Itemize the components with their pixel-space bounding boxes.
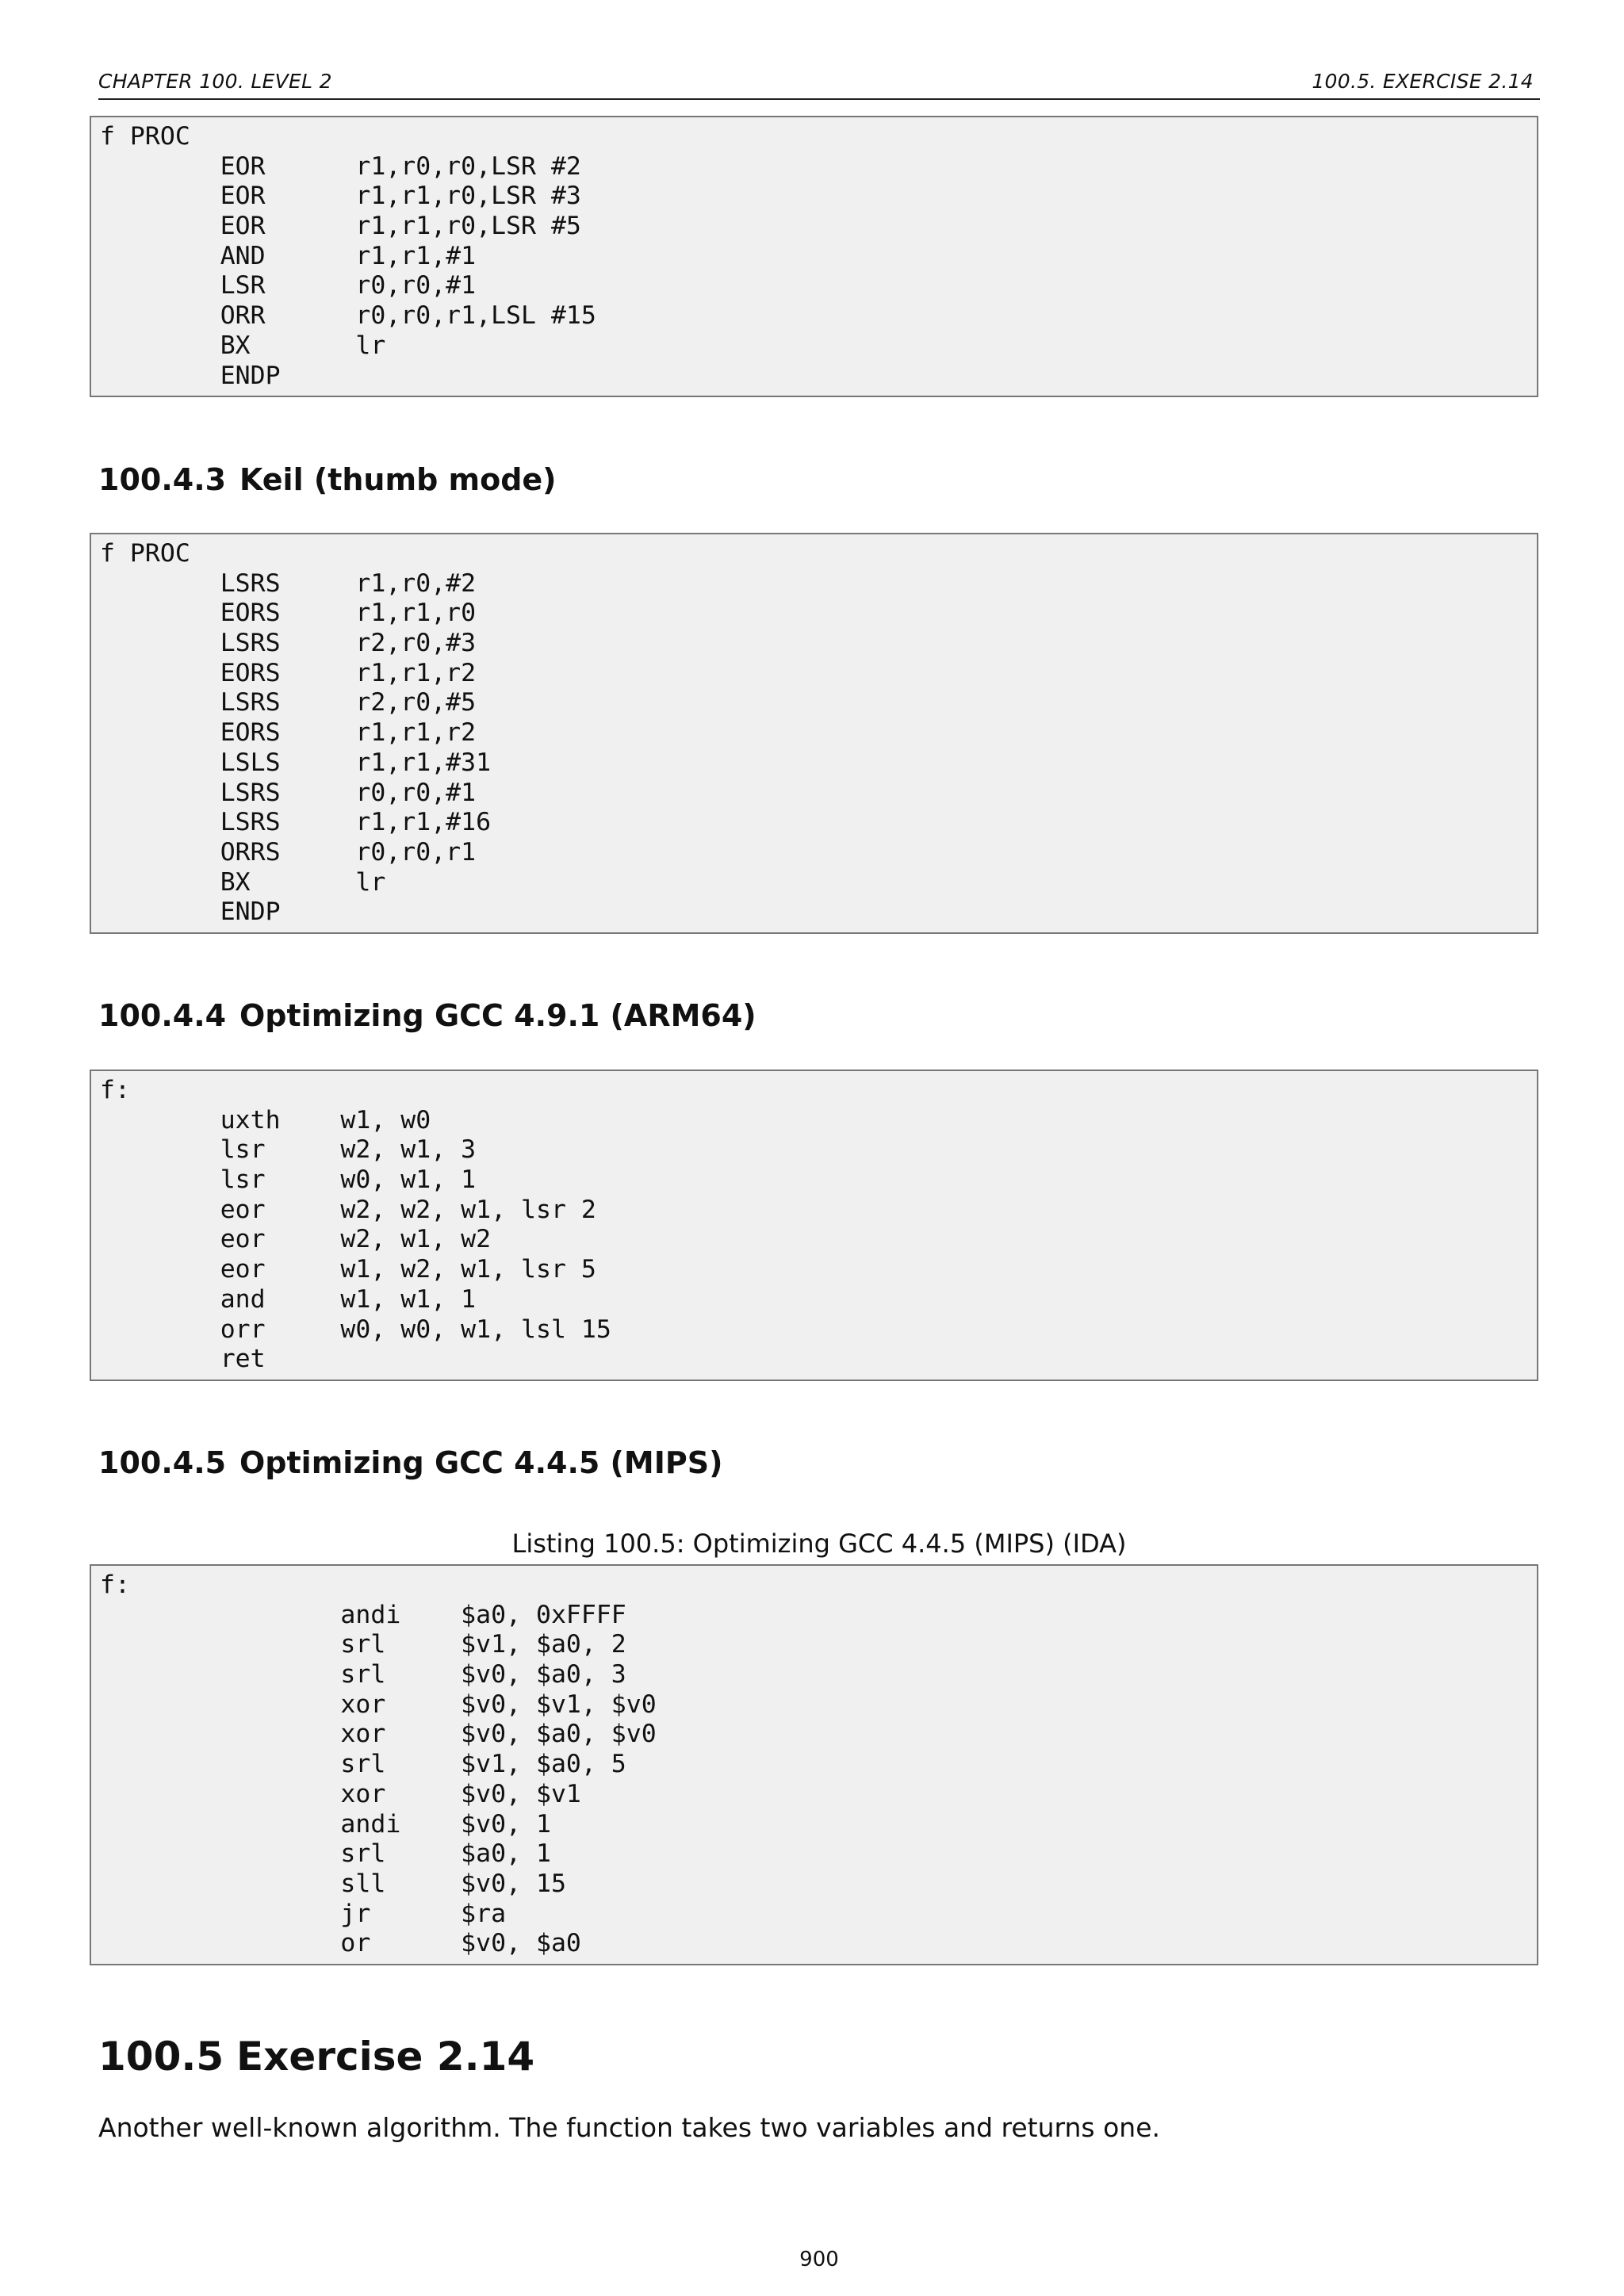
code-line: LSRS r0,r0,#1: [100, 778, 477, 807]
section-number: 100.4.4: [98, 998, 227, 1033]
code-line: sll $v0, 15: [100, 1869, 566, 1898]
code-line: uxth w1, w0: [100, 1105, 431, 1135]
section-title: Exercise 2.14: [236, 2034, 535, 2080]
code-line: andi $a0, 0xFFFF: [100, 1600, 626, 1629]
listing-caption: Listing 100.5: Optimizing GCC 4.4.5 (MIPS) (IDA): [511, 1529, 1127, 1559]
code-listing-arm: [90, 116, 1538, 397]
section-heading-mips: [98, 1445, 722, 1480]
exercise-description: Another well-known algorithm. The function takes two variables and returns one.: [98, 2112, 1160, 2143]
code-line: LSRS r2,r0,#3: [100, 629, 477, 658]
section-heading-exercise: [98, 2034, 534, 2080]
code-line: srl $v0, $a0, 3: [100, 1660, 626, 1689]
code-line: ORR r0,r0,r1,LSL #15: [100, 301, 596, 331]
code-line: ORRS r0,r0,r1: [100, 837, 477, 867]
code-line: lsr w2, w1, 3: [100, 1135, 477, 1165]
code-line: orr w0, w0, w1, lsl 15: [100, 1314, 611, 1344]
code-line: ENDP: [100, 897, 281, 927]
code-line: srl $v1, $a0, 5: [100, 1750, 626, 1779]
section-title: Keil (thumb mode): [239, 462, 557, 497]
code-line: LSR r0,r0,#1: [100, 271, 477, 300]
code-line: jr $ra: [100, 1899, 507, 1928]
code-line: xor $v0, $a0, $v0: [100, 1720, 657, 1749]
code-line: ENDP: [100, 361, 281, 390]
section-number: 100.4.5: [98, 1445, 227, 1480]
code-line: or $v0, $a0: [100, 1929, 581, 1958]
code-line: f:: [100, 1076, 130, 1104]
code-line: EORS r1,r1,r2: [100, 658, 477, 687]
code-line: EORS r1,r1,r0: [100, 599, 477, 628]
code-line: LSRS r1,r0,#2: [100, 568, 477, 598]
page: [98, 0, 1540, 2296]
code-listing-thumb: [90, 533, 1538, 934]
code-line: EOR r1,r1,r0,LSR #5: [100, 212, 581, 241]
code-line: EOR r1,r0,r0,LSR #2: [100, 151, 581, 181]
code-line: LSRS r1,r1,#16: [100, 808, 492, 837]
code-line: LSRS r2,r0,#5: [100, 688, 477, 718]
code-line: eor w1, w2, w1, lsr 5: [100, 1255, 596, 1284]
code-line: AND r1,r1,#1: [100, 241, 477, 270]
section-number: 100.4.3: [98, 462, 227, 497]
section-title: Optimizing GCC 4.4.5 (MIPS): [239, 1445, 723, 1480]
header-section: 100.5. EXERCISE 2.14: [1312, 70, 1534, 93]
section-heading-arm64: [98, 998, 756, 1033]
code-line: EOR r1,r1,r0,LSR #3: [100, 182, 581, 211]
code-line: f PROC: [100, 122, 190, 151]
code-line: EORS r1,r1,r2: [100, 718, 477, 748]
code-line: ret: [100, 1345, 266, 1374]
code-line: BX lr: [100, 331, 386, 360]
header-chapter: CHAPTER 100. LEVEL 2: [98, 70, 332, 93]
section-title: Optimizing GCC 4.9.1 (ARM64): [239, 998, 756, 1033]
code-line: srl $a0, 1: [100, 1839, 551, 1869]
running-header: [98, 70, 1540, 100]
code-line: f PROC: [100, 539, 190, 568]
code-line: srl $v1, $a0, 2: [100, 1630, 626, 1659]
code-line: f:: [100, 1571, 130, 1599]
code-line: andi $v0, 1: [100, 1809, 551, 1839]
code-line: lsr w0, w1, 1: [100, 1165, 477, 1195]
section-heading-keil-thumb: [98, 462, 557, 497]
code-line: eor w2, w1, w2: [100, 1225, 492, 1254]
code-listing-mips: [90, 1564, 1538, 1965]
section-number: 100.5: [98, 2034, 224, 2080]
page-number: 900: [799, 2248, 839, 2271]
code-line: xor $v0, $v1, $v0: [100, 1689, 657, 1719]
code-line: LSLS r1,r1,#31: [100, 748, 492, 777]
code-line: BX lr: [100, 867, 386, 897]
code-line: xor $v0, $v1: [100, 1779, 581, 1808]
code-listing-arm64: [90, 1070, 1538, 1381]
code-line: and w1, w1, 1: [100, 1284, 477, 1314]
code-line: eor w2, w2, w1, lsr 2: [100, 1195, 596, 1224]
